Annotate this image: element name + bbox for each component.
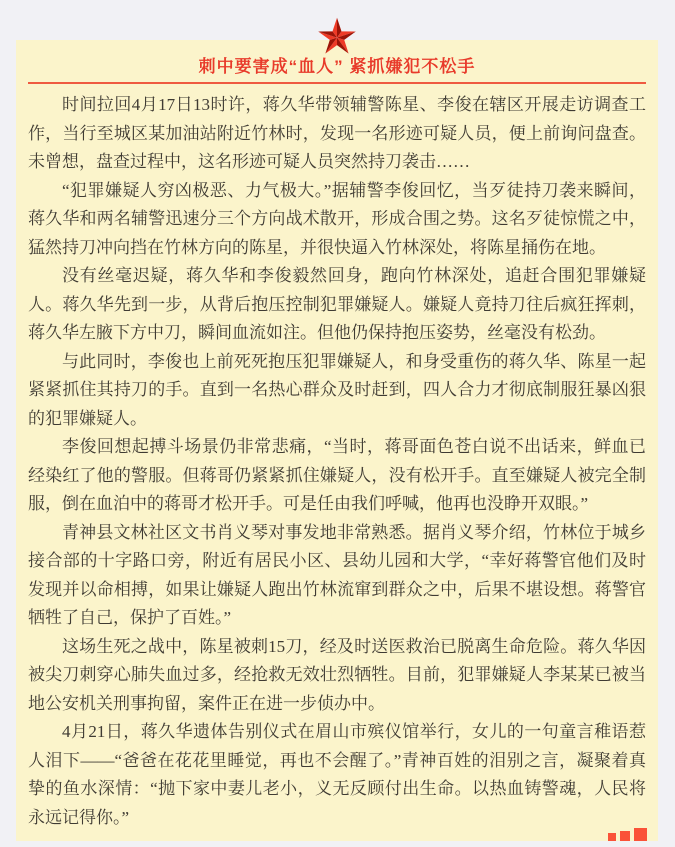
ascending-squares-decoration bbox=[608, 828, 647, 841]
title-underline bbox=[28, 82, 646, 84]
article-panel bbox=[16, 40, 658, 841]
paragraph: “犯罪嫌疑人穷凶极恶、力气极大。”据辅警李俊回忆，当歹徒持刀袭来瞬间，蒋久华和两名辅警迅速分三个方向战术散开，形成合围之势。这名歹徒惊慌之中，猛然持刀冲向挡在竹林方向的陈星，并很快逼入竹林深处，将陈星捅伤在地。 bbox=[28, 180, 646, 257]
page-title: 刺中要害成“血人” 紧抓嫌犯不松手 bbox=[198, 57, 476, 76]
article-body bbox=[28, 91, 646, 832]
paragraph: 时间拉回4月17日13时许，蒋久华带领辅警陈星、李俊在辖区开展走访调查工作，当行至城区某加油站附近竹林时，发现一名形迹可疑人员，便上前询问盘查。未曾想，盘查过程中，这名形迹可疑人员突然持刀袭击…… bbox=[28, 95, 646, 171]
red-square-large bbox=[634, 828, 647, 841]
red-star-icon bbox=[318, 17, 356, 57]
paragraph: 4月21日，蒋久华遗体告别仪式在眉山市殡仪馆举行，女儿的一句童言稚语惹人泪下——“爸爸在花花里睡觉，再也不会醒了。”青神百姓的泪别之言，凝聚着真挚的鱼水深情：“抛下家中妻儿老小，义无反顾付出生命。以热血铸警魂，人民将永远记得你。” bbox=[28, 722, 646, 827]
red-square-medium bbox=[620, 831, 630, 841]
paragraph: 李俊回想起搏斗场景仍非常悲痛，“当时，蒋哥面色苍白说不出话来，鲜血已经染红了他的警服。但蒋哥仍紧紧抓住嫌疑人，没有松开手。直至嫌疑人被完全制服，倒在血泊中的蒋哥才松开手。可是任由我们呼喊，他再也没睁开双眼。” bbox=[28, 437, 646, 513]
paragraph: 这场生死之战中，陈星被刺15刀，经及时送医救治已脱离生命危险。蒋久华因被尖刀刺穿心肺失血过多，经抢救无效壮烈牺牲。目前，犯罪嫌疑人李某某已被当地公安机关刑事拘留，案件正在进一步侦办中。 bbox=[28, 636, 646, 713]
paragraph: 没有丝毫迟疑，蒋久华和李俊毅然回身，跑向竹林深处，追赶合围犯罪嫌疑人。蒋久华先到一步，从背后抱压控制犯罪嫌疑人。嫌疑人竟持刀往后疯狂挥刺，蒋久华左腋下方中刀，瞬间血流如注。但他仍保持抱压姿势，丝毫没有松劲。 bbox=[28, 266, 646, 342]
paragraph: 青神县文林社区文书肖义琴对事发地非常熟悉。据肖义琴介绍，竹林位于城乡接合部的十字路口旁，附近有居民小区、县幼儿园和大学，“幸好蒋警官他们及时发现并以命相搏，如果让嫌疑人跑出竹林流窜到群众之中，后果不堪设想。蒋警官牺牲了自己，保护了百姓。” bbox=[28, 522, 646, 627]
paragraph: 与此同时，李俊也上前死死抱压犯罪嫌疑人，和身受重伤的蒋久华、陈星一起紧紧抓住其持刀的手。直到一名热心群众及时赶到，四人合力才彻底制服狂暴凶狠的犯罪嫌疑人。 bbox=[28, 351, 646, 428]
red-square-small bbox=[608, 833, 616, 841]
